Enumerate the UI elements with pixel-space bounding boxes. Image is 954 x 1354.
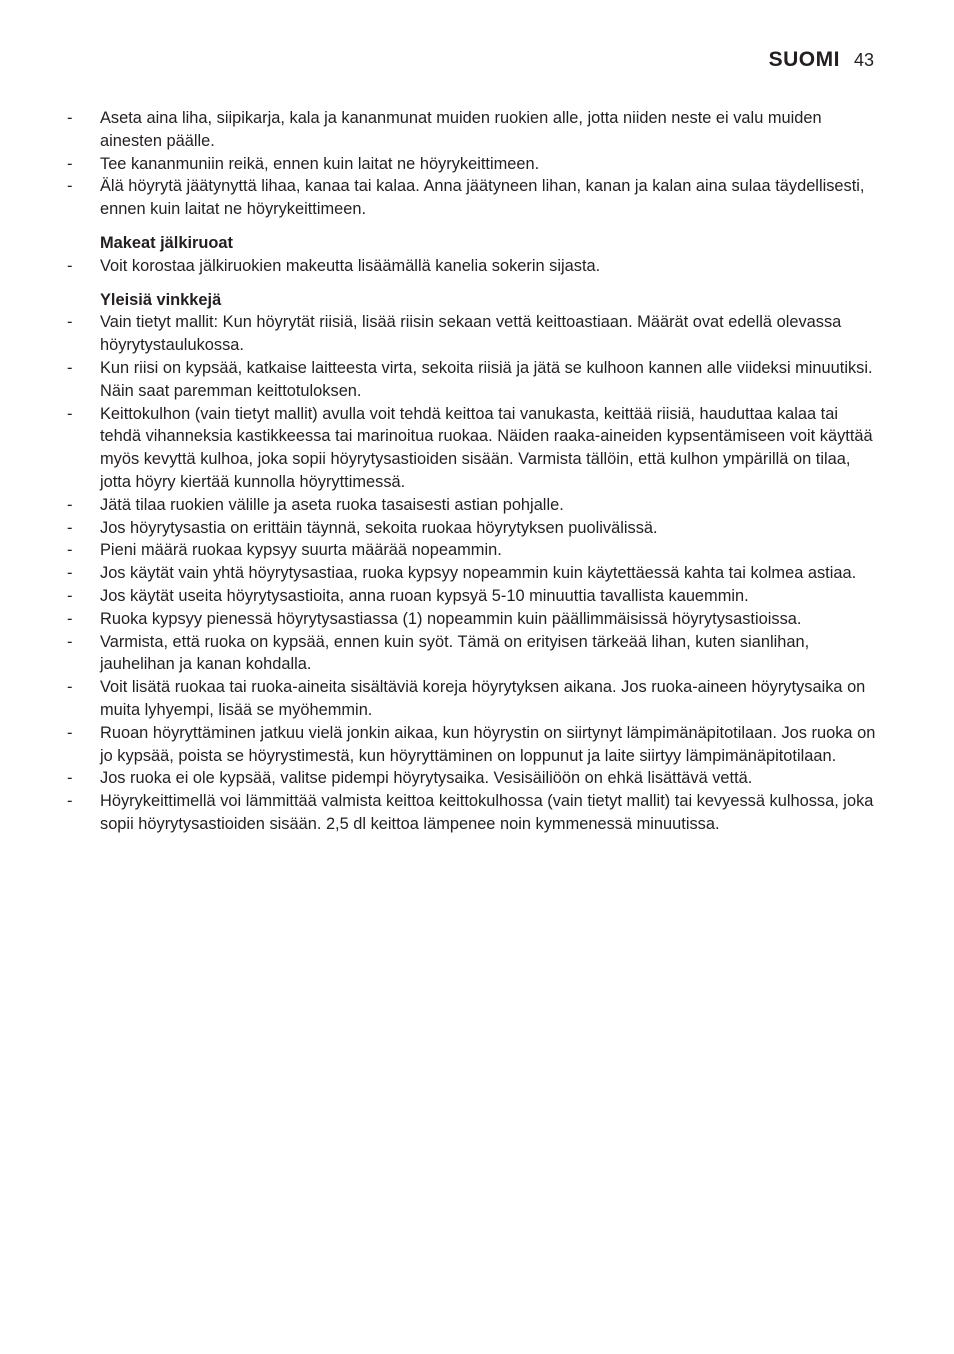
list-item: - Jos käytät useita höyrytysastioita, anna ruoan kypsyä 5-10 minuuttia tavallista kauemmin. [66, 585, 876, 608]
list-item: - Kun riisi on kypsää, katkaise laitteesta virta, sekoita riisiä ja jätä se kulhoon kannen alle viideksi minuutiksi. Näin saat paremman keittotuloksen. [66, 357, 876, 403]
list-item: - Aseta aina liha, siipikarja, kala ja kananmunat muiden ruokien alle, jotta niiden neste ei valu muiden ainesten päälle. [66, 107, 876, 153]
list-item: - Voit korostaa jälkiruokien makeutta lisäämällä kanelia sokerin sijasta. [66, 255, 876, 278]
page-header [769, 48, 874, 72]
desserts-list [66, 255, 876, 278]
section-heading-desserts: Makeat jälkiruoat [100, 233, 233, 252]
list-item: - Varmista, että ruoka on kypsää, ennen kuin syöt. Tämä on erityisen tärkeää lihan, kuten sianlihan, jauhelihan ja kanan kohdalla. [66, 631, 876, 677]
list-item: - Pieni määrä ruokaa kypsyy suurta määrää nopeammin. [66, 539, 876, 562]
list-item: - Tee kananmuniin reikä, ennen kuin laitat ne höyrykeittimeen. [66, 153, 876, 176]
page-content [66, 107, 876, 836]
list-item: - Jos käytät vain yhtä höyrytysastiaa, ruoka kypsyy nopeammin kuin käytettäessä kahta tai kolmea astiaa. [66, 562, 876, 585]
section-heading-tips: Yleisiä vinkkejä [100, 290, 222, 309]
list-item: - Voit lisätä ruokaa tai ruoka-aineita sisältäviä koreja höyrytyksen aikana. Jos ruoka-aineen höyrytysaika on muita lyhyempi, lisää se myöhemmin. [66, 676, 876, 722]
list-item: - Ruoka kypsyy pienessä höyrytysastiassa (1) nopeammin kuin päällimmäisissä höyrytysastioissa. [66, 608, 876, 631]
intro-list [66, 107, 876, 221]
list-item: - Älä höyrytä jäätynyttä lihaa, kanaa tai kalaa. Anna jäätyneen lihan, kanan ja kalan aina sulaa täydellisesti, ennen kuin laitat ne höyrykeittimeen. [66, 175, 876, 221]
language-label: SUOMI [768, 48, 840, 71]
list-item: - Vain tietyt mallit: Kun höyrytät riisiä, lisää riisin sekaan vettä keittoastiaan. Määrät ovat edellä olevassa höyrytystaulukossa. [66, 311, 876, 357]
list-item: - Ruoan höyryttäminen jatkuu vielä jonkin aikaa, kun höyrystin on siirtynyt lämpimänäpitotilaan. Jos ruoka on jo kypsää, poista se höyrystimestä, kun höyryttäminen on loppunut ja laite siirtyy lämpimänäpitotilaan. [66, 722, 876, 768]
list-item: - Jätä tilaa ruokien välille ja aseta ruoka tasaisesti astian pohjalle. [66, 494, 876, 517]
page-number: 43 [853, 50, 874, 70]
tips-list [66, 311, 876, 835]
list-item: - Höyrykeittimellä voi lämmittää valmista keittoa keittokulhossa (vain tietyt mallit) tai kevyessä kulhossa, joka sopii höyrytysastioiden sisään. 2,5 dl keittoa lämpenee noin kymmenessä minuutissa. [66, 790, 876, 836]
list-item: - Jos höyrytysastia on erittäin täynnä, sekoita ruokaa höyrytyksen puolivälissä. [66, 517, 876, 540]
list-item: - Keittokulhon (vain tietyt mallit) avulla voit tehdä keittoa tai vanukasta, keittää riisiä, hauduttaa kalaa tai tehdä vihanneksia kastikkeessa tai marinoitua ruokaa. Näiden raaka-aineiden kypsentämiseen voit käyttää myös kevyttä kulhoa, joka sopii höyrytysastioiden sisään. Varmista tällöin, että kulhon ympärillä on tilaa, jotta höyry kiertää kunnolla höyryttimessä. [66, 403, 876, 494]
list-item: - Jos ruoka ei ole kypsää, valitse pidempi höyrytysaika. Vesisäiliöön on ehkä lisättävä vettä. [66, 767, 876, 790]
